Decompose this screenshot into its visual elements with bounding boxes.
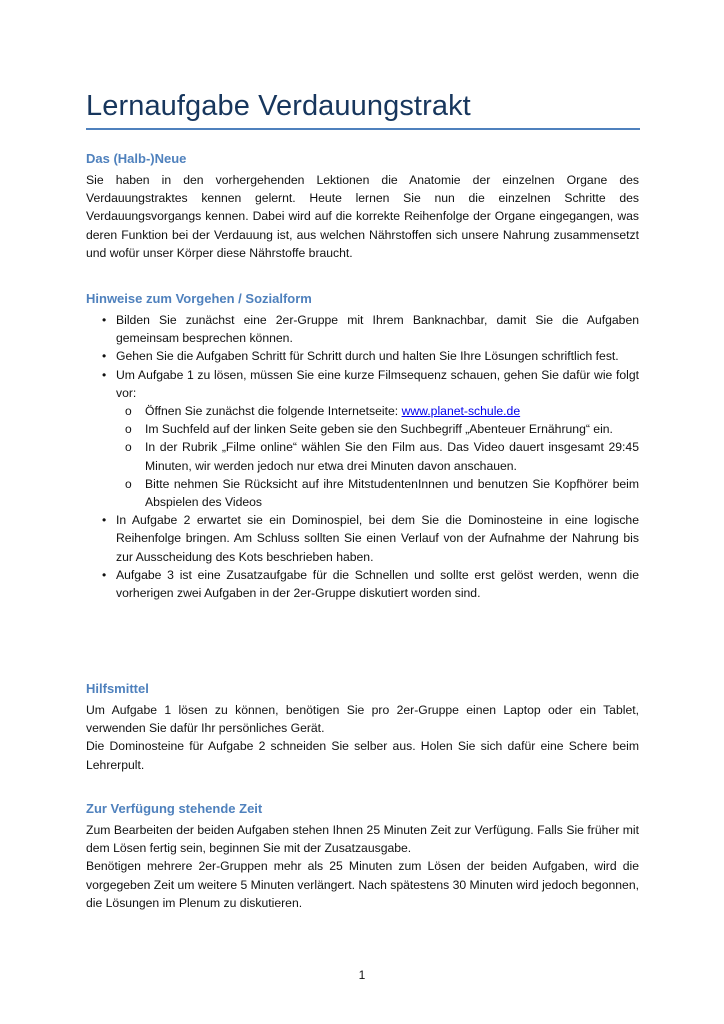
sub-list — [116, 402, 639, 511]
bullet-icon: • — [102, 349, 107, 364]
planet-schule-link[interactable]: www.planet-schule.de — [401, 404, 521, 419]
section-heading-zeit: Zur Verfügung stehende Zeit — [86, 801, 263, 816]
sub-list-item-text: Bitte nehmen Sie Rücksicht auf ihre MitstudentenInnen und benutzen Sie Kopfhörer beim Abspielen des Videos — [145, 476, 639, 510]
bullet-icon: • — [102, 367, 107, 382]
sub-list-item-text: Öffnen Sie zunächst die folgende Internetseite: — [145, 404, 402, 419]
page-number: 1 — [358, 968, 366, 982]
bullet-icon: • — [102, 513, 107, 528]
section-zeit — [86, 800, 639, 912]
sub-bullet-icon: o — [125, 440, 132, 455]
list-item — [86, 511, 639, 566]
section-neue — [86, 150, 639, 262]
list-item — [86, 311, 639, 347]
section-heading-neue: Das (Halb-)Neue — [86, 151, 187, 166]
section-text-zeit-1: Zum Bearbeiten der beiden Aufgaben stehen Ihnen 25 Minuten Zeit zur Verfügung. Falls Sie früher mit dem Lösen fertig sein, beginnen Sie mit der Zusatzausgabe. — [86, 823, 639, 856]
list-item-text: In Aufgabe 2 erwartet sie ein Dominospiel, bei dem Sie die Dominosteine in eine logische Reihenfolge bringen. Am Schluss sollten Sie einen Verlauf von der Aufnahme der Nahrung bis zur Ausscheidung des Kots beschrieben haben. — [116, 513, 639, 564]
list-item-text: Gehen Sie die Aufgaben Schritt für Schritt durch und halten Sie Ihre Lösungen schriftlich fest. — [116, 349, 619, 364]
section-heading-hinweise: Hinweise zum Vorgehen / Sozialform — [86, 291, 312, 306]
sub-list-item-text: In der Rubrik „Filme online“ wählen Sie den Film aus. Das Video dauert insgesamt 29:45 Minuten, wir werden jedoch nur etwa drei Minuten davon anschauen. — [145, 440, 639, 473]
sub-list-item — [86, 475, 639, 511]
list-item — [86, 366, 639, 512]
section-text-hilfsmittel-2: Die Dominosteine für Aufgabe 2 schneiden Sie selber aus. Holen Sie sich dafür eine Schere beim Lehrerpult. — [86, 739, 639, 772]
section-text-hilfsmittel-1: Um Aufgabe 1 lösen zu können, benötigen Sie pro 2er-Gruppe einen Laptop oder ein Tablet, verwenden Sie dafür Ihr persönliches Gerät. — [86, 703, 639, 736]
bullet-icon: • — [102, 313, 107, 327]
list-item-text: Um Aufgabe 1 zu lösen, müssen Sie eine kurze Filmsequenz schauen, gehen Sie dafür wie folgt vor: — [116, 367, 639, 400]
bullet-list — [86, 311, 639, 602]
section-hilfsmittel — [86, 680, 639, 774]
section-text-neue: Sie haben in den vorhergehenden Lektionen die Anatomie der einzelnen Organe des Verdauungstraktes kennen gelernt. Heute lernen Sie nun die einzelnen Schritte des Verdauungsvorgangs kennen. Dabei wird auf die korrekte Reihenfolge der Organe eingegangen, was deren Funktion bei der Verdauung ist, aus welchen Nährstoffen sich unsere Nahrung zusammensetzt und wofür unser Körper diese Nährstoffe braucht. — [86, 173, 639, 260]
page-title: Lernaufgabe Verdauungstrakt — [86, 90, 640, 130]
list-item-text: Bilden Sie zunächst eine 2er-Gruppe mit Ihrem Banknachbar, damit Sie die Aufgaben gemeinsam besprechen können. — [116, 313, 639, 346]
sub-list-item-text: Im Suchfeld auf der linken Seite geben sie den Suchbegriff „Abenteuer Ernährung“ ein. — [145, 422, 613, 437]
sub-list-item — [86, 420, 639, 438]
sub-bullet-icon: o — [125, 404, 132, 419]
section-text-zeit-2: Benötigen mehrere 2er-Gruppen mehr als 25 Minuten zum Lösen der beiden Aufgaben, wird die vorgegeben Zeit um weitere 5 Minuten verlängert. Nach spätestens 30 Minuten wird jedoch begonnen, die Lösungen im Plenum zu diskutieren. — [86, 859, 639, 910]
list-item — [86, 347, 639, 365]
list-item — [86, 566, 639, 602]
list-item-text: Aufgabe 3 ist eine Zusatzaufgabe für die Schnellen und sollte erst gelöst werden, wenn die vorherigen zwei Aufgaben in der 2er-Gruppe diskutiert worden sind. — [116, 567, 639, 601]
sub-bullet-icon: o — [125, 422, 132, 437]
bullet-icon: • — [102, 567, 107, 582]
sub-list-item — [86, 402, 639, 420]
section-hinweise — [86, 290, 639, 602]
section-heading-hilfsmittel: Hilfsmittel — [86, 681, 149, 696]
sub-list-item — [86, 438, 639, 474]
sub-bullet-icon: o — [125, 476, 132, 491]
